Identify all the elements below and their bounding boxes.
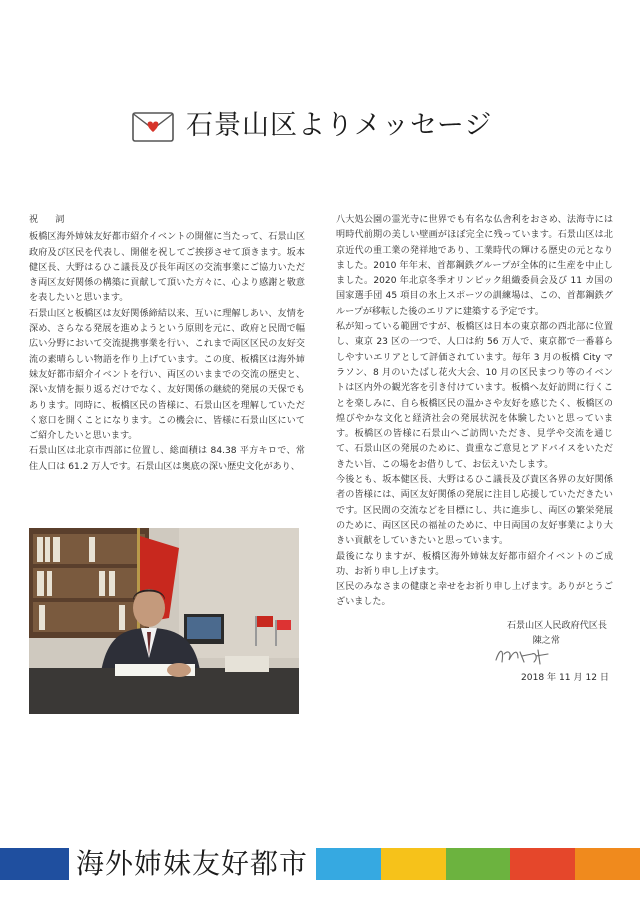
right-column xyxy=(336,213,613,649)
handwritten-signature xyxy=(492,642,552,668)
left-paragraph-1: 板橋区海外姉妹友好都市紹介イベントの開催に当たって、石景山区政府及び区民を代表し、開催を祝してご挨拶させて頂きます。坂本健区長、大野はるひこ議長及び長年両区の交流事業にご協力いただき両区友好関係の構築に貢献して頂いた方々に、心より感謝と敬意を表したいと思います。 xyxy=(29,232,305,304)
footer-color-segment-green xyxy=(446,848,510,880)
right-paragraph-4: 最後になりますが、板橋区海外姉妹友好都市紹介イベントのご成功、お祈り申し上げます。 xyxy=(336,551,613,577)
photo-illustration xyxy=(29,528,299,714)
footer-title: 海外姉妹友好都市 xyxy=(76,847,309,880)
footer-color-segment-red xyxy=(510,848,575,880)
page-title: 石景山区よりメッセージ xyxy=(186,110,493,141)
right-paragraph-5: 区民のみなさまの健康と幸せをお祈り申し上げます。ありがとうございました。 xyxy=(336,582,613,608)
greeting-heading: 祝 詞 xyxy=(29,215,69,225)
signature-title: 石景山区人民政府代区長 xyxy=(506,620,607,631)
footer-color-segment-yellow xyxy=(381,848,446,880)
footer-color-segment-orange xyxy=(575,848,640,880)
footer-left-stripe xyxy=(0,848,69,880)
right-paragraph-2: 私が知っている範囲ですが、板橋区は日本の東京都の西北部に位置し、東京 23 区の一つで、人口は約 56 万人で、東京都で一番暮らしやすいエリアとして評価されています。毎年 3 月の板橋 City マラソン、8 月のいたばし花火大会、10 月の区民まつり等のイベントは区内外の観光客を引き付けています。板橋へ友好訪問に行くことを楽しみに、自ら板橋区民の温かさや友好を感じたく、板橋区の煌びやかな文化と経済社会の発展状況を体験したいと思っています。板橋区の皆様に石景山へご訪問いただき、見学や交流を通じて、石景山区の発展のために、貴重なご意見とアドバイスをいただきたい旨、この場をお借りして、お伝えいたします。 xyxy=(336,322,613,470)
envelope-heart-icon xyxy=(132,112,174,142)
page-header xyxy=(0,106,640,150)
right-paragraph-3: 今後とも、坂本健区長、大野はるひこ議長及び貴区各界の友好関係者の皆様には、両区友好関係の発展に注目し応援していただきたいです。区民間の交流などを目標にし、共に進歩し、両区の繁栄発展のために、両区区民の福祉のために、中日両国の友好事業により大きい貢献をしていきたいと思っています。 xyxy=(336,475,613,547)
left-paragraph-3: 石景山区は北京市西部に位置し、総面積は 84.38 平方キロで、常住人口は 61.2 万人です。石景山区は奥底の深い歴史文化があり、 xyxy=(29,446,305,472)
right-paragraph-1: 八大処公園の霊光寺に世界でも有名な仏舎利をおさめ、法海寺には明時代前期の美しい壁画がほぼ完全に残っています。石景山区は北京近代の重工業の発祥地であり、工業時代の輝ける歴史の元となりました。2010 年年末、首都鋼鉄グループが全体的に生産を中止しました。2020 年北京冬季オリンピック組織委員会及び 11 カ国の国家選手団 45 項目の氷上スポーツの訓練場は、この、首都鋼鉄グループが移転した後のエリアに建築する予定です。 xyxy=(336,215,613,317)
footer-color-segment-blue xyxy=(316,848,381,880)
signature-name: 陳之常 xyxy=(532,636,560,647)
footer-band xyxy=(0,848,640,880)
letter-date: 2018 年 11 月 12 日 xyxy=(521,673,610,683)
official-photo xyxy=(29,528,299,714)
left-column xyxy=(29,213,305,475)
left-paragraph-2: 石景山区と板橋区は友好関係締結以来、互いに理解しあい、友情を深め、さらなる発展を進めようという原則を元に、政府と民間で幅広い分野において交流提携事業を行い、これまで両区区民の友好交流の素晴らしい物語を作り上げています。この度、板橋区は海外姉妹友好都市紹介イベントを行い、両区のいままでの交流の歴史と、深い友情を振り返るだけでなく、友好関係の継続的発展の天保でもあります。同時に、板橋区民の皆様に、石景山区を理解していただく窓口を開くことになります。この機会に、皆様に石景山区にいてご紹介したいと思います。 xyxy=(29,308,305,442)
